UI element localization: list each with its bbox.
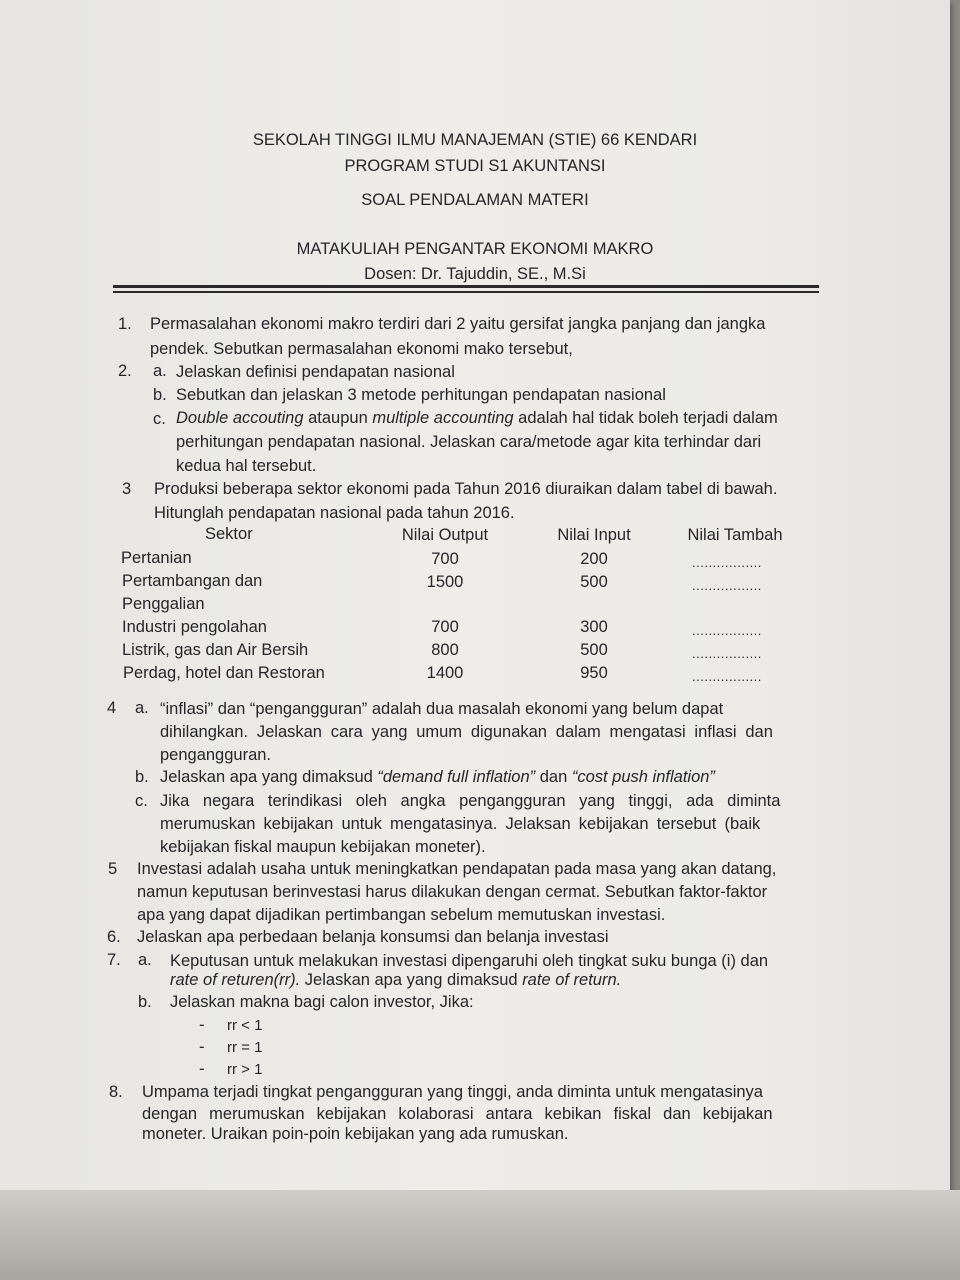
table-cell-tambah: ................. — [692, 646, 762, 661]
question-7a-line-1: Keputusan untuk melakukan investasi dipengaruhi oleh tingkat suku bunga (i) dan — [170, 952, 769, 970]
question-2b-text: Sebutkan dan jelaskan 3 metode perhitungan pendapatan nasional — [176, 386, 666, 404]
question-2c-connector: ataupun — [303, 409, 373, 427]
question-4b-term-2: “cost push inflation” — [571, 768, 715, 786]
table-cell-sektor: Pertambangan dan — [122, 572, 263, 590]
table-cell-tambah: ................. — [692, 623, 762, 638]
question-7a-term-2: rate of return. — [522, 971, 622, 989]
question-2c-line-2: perhitungan pendapatan nasional. Jelaskan cara/metode agar kita terhindar dari — [176, 433, 762, 451]
desk-background — [0, 1190, 960, 1280]
question-2a-marker: a. — [153, 362, 167, 380]
question-1-number: 1. — [118, 315, 132, 333]
question-4b-marker: b. — [135, 768, 149, 786]
bullet-dash: - — [199, 1060, 205, 1078]
question-4c-line-3: kebijakan fiskal maupun kebijakan moneter). — [160, 838, 486, 856]
question-7b-line-1: Jelaskan makna bagi calon investor, Jika: — [170, 993, 474, 1011]
question-4b-lead: Jelaskan apa yang dimaksud — [160, 768, 378, 786]
question-2a-text: Jelaskan definisi pendapatan nasional — [176, 363, 455, 381]
bullet-dash: - — [199, 1016, 205, 1034]
question-7a-connector: Jelaskan apa yang dimaksud — [300, 971, 523, 989]
question-7a-term-1: rate of returen(rr). — [170, 971, 301, 989]
table-cell-input: 500 — [580, 573, 608, 591]
question-4b-text — [160, 766, 715, 789]
table-cell-sektor: Pertanian — [121, 549, 192, 567]
table-header-input: Nilai Input — [557, 526, 631, 544]
question-8-number: 8. — [109, 1083, 123, 1101]
question-4c-line-1: Jika negara terindikasi oleh angka pengangguran yang tinggi, ada diminta — [160, 792, 781, 810]
question-2c-term-2: multiple accounting — [372, 409, 514, 427]
question-2c-marker: c. — [153, 410, 166, 428]
question-5-number: 5 — [108, 860, 118, 878]
table-cell-tambah: ................. — [692, 578, 762, 593]
table-header-output: Nilai Output — [401, 526, 489, 544]
question-2c-term-1: Double accouting — [176, 409, 304, 427]
table-cell-input: 200 — [580, 550, 608, 568]
question-4a-line-3: pengangguran. — [160, 746, 272, 764]
table-cell-tambah: ................. — [692, 669, 762, 684]
question-5-line-1: Investasi adalah usaha untuk meningkatkan pendapatan pada masa yang akan datang, — [137, 860, 777, 878]
question-4-number: 4 — [107, 699, 117, 717]
question-7-number: 7. — [107, 951, 121, 969]
question-7a-line-2 — [170, 969, 621, 992]
question-8-line-3: moneter. Uraikan poin-poin kebijakan yang ada rumuskan. — [142, 1125, 569, 1143]
table-cell-input: 950 — [580, 664, 608, 682]
header-rule-thick — [113, 285, 819, 288]
question-2c-line-1 — [176, 407, 778, 430]
question-7b-marker: b. — [138, 993, 152, 1011]
table-cell-input: 500 — [580, 641, 608, 659]
question-4a-line-2: dihilangkan. Jelaskan cara yang umum digunakan dalam mengatasi inflasi dan — [160, 723, 773, 741]
program-name: PROGRAM STUDI S1 AKUNTANSI — [344, 157, 606, 175]
question-2b-marker: b. — [153, 386, 167, 404]
table-cell-sektor: Perdag, hotel dan Restoran — [123, 664, 325, 682]
question-8-line-2: dengan merumuskan kebijakan kolaborasi antara kebikan fiskal dan kebijakan — [142, 1105, 773, 1123]
table-cell-output: 1400 — [426, 664, 464, 682]
question-1-line-2: pendek. Sebutkan permasalahan ekonomi mako tersebut, — [150, 340, 573, 358]
question-3-line-1: Produksi beberapa sektor ekonomi pada Tahun 2016 diuraikan dalam tabel di bawah. — [154, 480, 778, 498]
table-cell-output: 1500 — [426, 573, 464, 591]
question-3-number: 3 — [122, 480, 132, 498]
question-6-line-1: Jelaskan apa perbedaan belanja konsumsi dan belanja investasi — [137, 928, 609, 946]
question-5-line-3: apa yang dapat dijadikan pertimbangan sebelum memutuskan investasi. — [137, 906, 666, 924]
bullet-condition: rr > 1 — [227, 1061, 263, 1078]
header-rule-thin — [113, 291, 819, 293]
document-title: SOAL PENDALAMAN MATERI — [361, 191, 589, 209]
table-cell-sektor: Listrik, gas dan Air Bersih — [122, 641, 309, 659]
question-8-line-1: Umpama terjadi tingkat pengangguran yang tinggi, anda diminta untuk mengatasinya — [142, 1083, 763, 1101]
table-cell-output: 700 — [431, 550, 459, 568]
question-3-line-2: Hitunglah pendapatan nasional pada tahun 2016. — [154, 504, 515, 522]
question-2-number: 2. — [118, 362, 132, 380]
question-4a-line-1: “inflasi” dan “pengangguran” adalah dua masalah ekonomi yang belum dapat — [160, 700, 724, 718]
institution-name: SEKOLAH TINGGI ILMU MANAJEMAN (STIE) 66 KENDARI — [252, 131, 698, 149]
question-4c-line-2: merumuskan kebijakan untuk mengatasinya. Jelaksan kebijakan tersebut (baik — [160, 815, 761, 833]
question-4c-marker: c. — [135, 792, 148, 810]
bullet-condition: rr < 1 — [227, 1017, 263, 1034]
course-name: MATAKULIAH PENGANTAR EKONOMI MAKRO — [296, 240, 654, 258]
question-4b-term-1: “demand full inflation” — [377, 768, 536, 786]
question-5-line-2: namun keputusan berinvestasi harus dilakukan dengan cermat. Sebutkan faktor-faktor — [137, 883, 768, 901]
question-6-number: 6. — [107, 928, 121, 946]
question-7a-marker: a. — [138, 951, 152, 969]
table-header-sektor: Sektor — [205, 525, 253, 543]
bullet-dash: - — [199, 1038, 205, 1056]
question-2c-line-3: kedua hal tersebut. — [176, 457, 317, 475]
lecturer-name: Dosen: Dr. Tajuddin, SE., M.Si — [364, 265, 586, 283]
table-cell-sektor-cont: Penggalian — [122, 595, 205, 613]
question-4a-marker: a. — [135, 699, 149, 717]
table-header-tambah: Nilai Tambah — [687, 526, 783, 544]
table-cell-input: 300 — [580, 618, 608, 636]
bullet-condition: rr = 1 — [227, 1039, 263, 1056]
table-cell-output: 700 — [431, 618, 459, 636]
table-cell-tambah: ................. — [692, 555, 762, 570]
table-cell-output: 800 — [431, 641, 459, 659]
table-cell-sektor: Industri pengolahan — [122, 618, 267, 636]
question-1-line-1: Permasalahan ekonomi makro terdiri dari 2 yaitu gersifat jangka panjang dan jangka — [150, 315, 766, 333]
question-2c-rest: adalah hal tidak boleh terjadi dalam — [513, 409, 778, 427]
question-4b-connector: dan — [535, 768, 572, 786]
